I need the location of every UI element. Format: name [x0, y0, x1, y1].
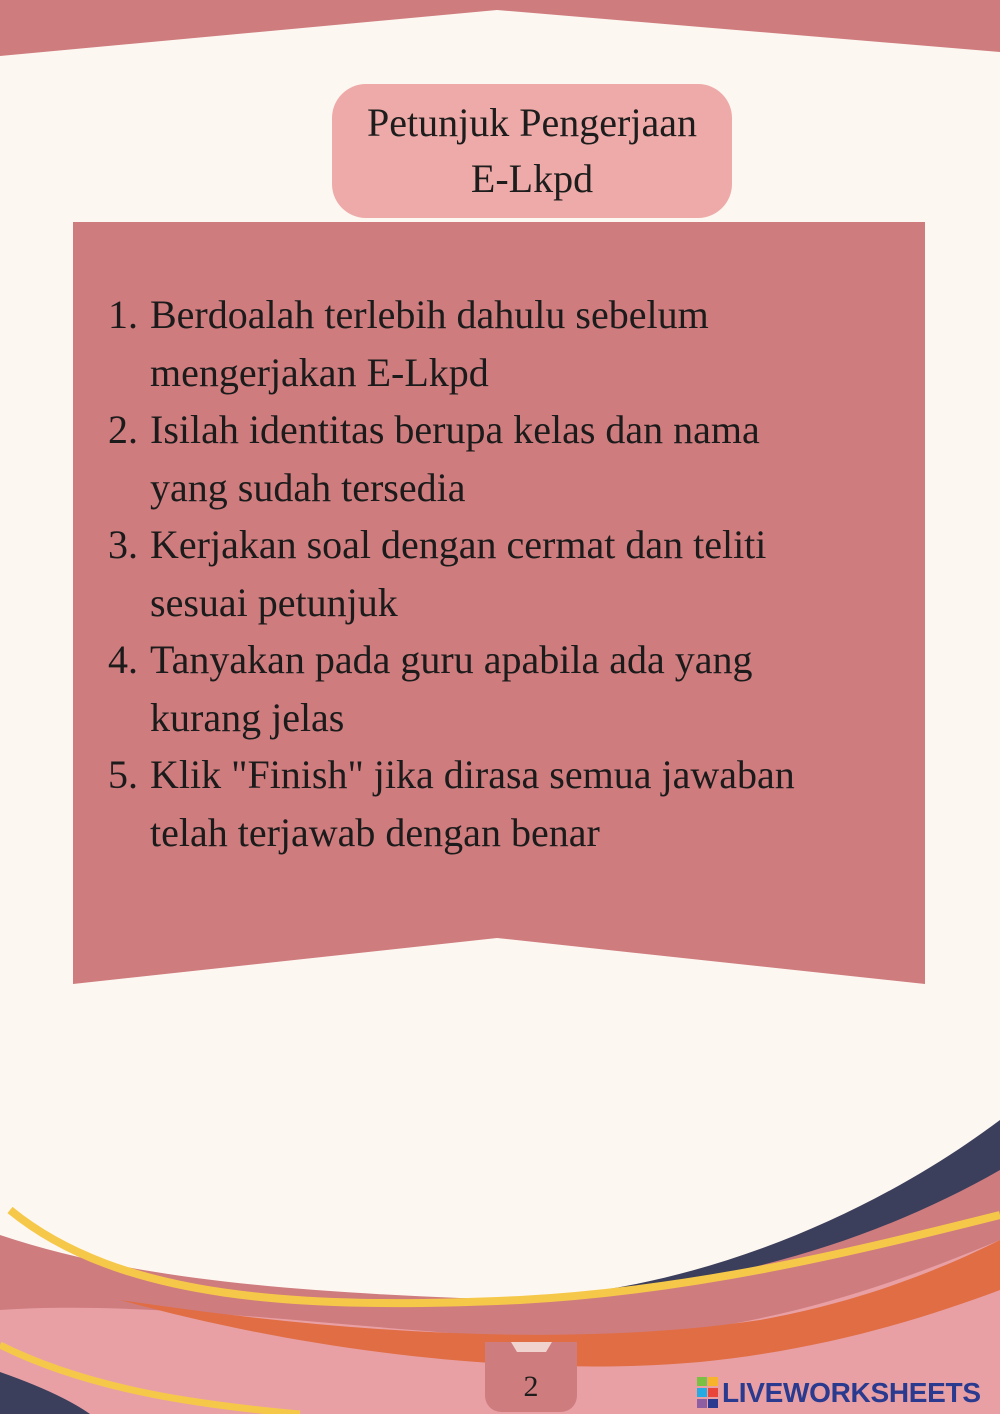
instruction-list: [108, 286, 898, 861]
top-ribbon: [0, 0, 1000, 56]
step-number: 1.: [108, 292, 138, 337]
page-number: 2: [523, 1370, 539, 1403]
brand-label: LIVEWORKSHEETS: [722, 1377, 981, 1408]
liveworksheets-brand[interactable]: [697, 1376, 981, 1410]
title-line-1: Petunjuk Pengerjaan: [367, 100, 697, 145]
step-number: 2.: [108, 407, 138, 452]
step-text: Berdoalah terlebih dahulu sebelum mengerjakan E-Lkpd: [150, 292, 709, 395]
step-text: Kerjakan soal dengan cermat dan teliti sesuai petunjuk: [150, 522, 767, 625]
instruction-item: [108, 401, 898, 516]
instruction-item: [108, 516, 898, 631]
step-number: 4.: [108, 637, 138, 682]
instruction-item: [108, 746, 898, 861]
step-text: Klik "Finish" jika dirasa semua jawaban telah terjawab dengan benar: [150, 752, 795, 855]
instruction-item: [108, 631, 898, 746]
step-text: Isilah identitas berupa kelas dan nama yang sudah tersedia: [150, 407, 760, 510]
liveworksheets-logo-icon: [697, 1377, 719, 1409]
step-text: Tanyakan pada guru apabila ada yang kurang jelas: [150, 637, 753, 740]
title-line-2: E-Lkpd: [470, 156, 594, 201]
step-number: 3.: [108, 522, 138, 567]
title-banner: [332, 84, 732, 218]
step-number: 5.: [108, 752, 138, 797]
instruction-item: [108, 286, 898, 401]
